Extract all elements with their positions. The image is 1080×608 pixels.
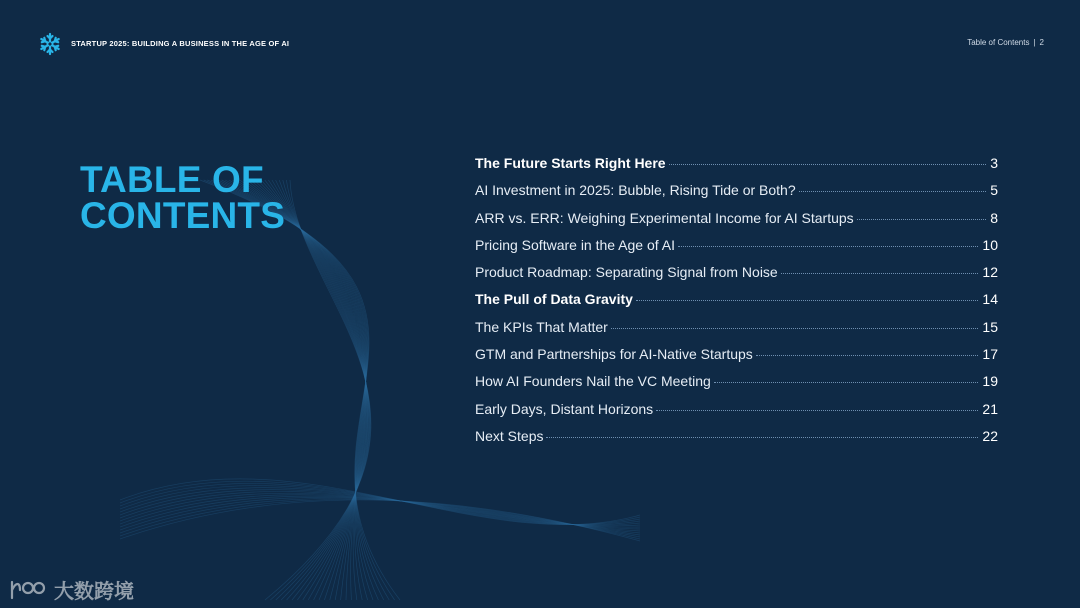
toc-entry-page: 15 xyxy=(982,318,998,335)
wave-line xyxy=(236,180,366,600)
toc-entry-page: 5 xyxy=(990,182,998,199)
toc-entry[interactable] xyxy=(475,291,998,318)
snowflake-icon xyxy=(38,32,62,56)
toc-entry-page: 10 xyxy=(982,236,998,253)
toc-entry[interactable] xyxy=(475,182,998,209)
wave-line xyxy=(218,180,373,600)
toc-entry-label: The Pull of Data Gravity xyxy=(475,291,633,308)
watermark xyxy=(8,575,134,604)
wave-line xyxy=(276,180,369,600)
watermark-logo-icon xyxy=(8,578,48,602)
toc-dot-leader xyxy=(636,300,978,301)
toc-entry-page: 8 xyxy=(990,209,998,226)
wave-line xyxy=(120,481,640,524)
toc-dot-leader xyxy=(546,437,978,438)
wave-line xyxy=(240,180,366,600)
wave-line xyxy=(120,479,640,525)
wave-line xyxy=(120,499,640,539)
toc-entry-label: Early Days, Distant Horizons xyxy=(475,400,654,417)
toc-entry-label: Pricing Software in the Age of AI xyxy=(475,236,676,253)
wave-line xyxy=(229,180,366,600)
toc-entry[interactable] xyxy=(475,401,998,428)
wave-line xyxy=(200,180,400,600)
toc-entry-label: GTM and Partnerships for AI-Native Startups xyxy=(475,346,753,363)
wave-line xyxy=(120,498,640,537)
report-title: STARTUP 2025: BUILDING A BUSINESS IN THE AGE OF AI xyxy=(71,39,290,48)
toc-entry-label: The KPIs That Matter xyxy=(475,318,608,335)
toc-entry-page: 17 xyxy=(982,346,998,363)
toc-entry-label: ARR vs. ERR: Weighing Experimental Income for AI Startups xyxy=(475,209,854,226)
separator: | xyxy=(1033,38,1036,47)
toc-dot-leader xyxy=(857,219,987,220)
toc-entry[interactable] xyxy=(475,237,998,264)
wave-line xyxy=(214,180,378,600)
toc-list xyxy=(475,155,998,455)
page-number: 2 xyxy=(1039,38,1044,47)
watermark-text: 大数跨境 xyxy=(54,579,134,603)
wave-line xyxy=(272,180,369,600)
toc-dot-leader xyxy=(611,328,979,329)
toc-entry-page: 14 xyxy=(982,291,998,308)
toc-entry[interactable] xyxy=(475,346,998,373)
toc-entry[interactable] xyxy=(475,264,998,291)
toc-entry[interactable] xyxy=(475,428,998,455)
page-title-line2: CONTENTS xyxy=(80,195,286,236)
wave-line xyxy=(243,180,366,600)
toc-dot-leader xyxy=(714,382,979,383)
toc-dot-leader xyxy=(656,410,978,411)
page-title-line1: TABLE OF xyxy=(80,159,264,200)
toc-entry-page: 12 xyxy=(982,264,998,281)
toc-dot-leader xyxy=(669,164,987,165)
page-indicator xyxy=(967,38,1044,47)
wave-line xyxy=(270,180,370,600)
toc-entry-label: Next Steps xyxy=(475,427,544,444)
toc-entry[interactable] xyxy=(475,319,998,346)
toc-entry-label: Product Roadmap: Separating Signal from Noise xyxy=(475,264,778,281)
toc-entry[interactable] xyxy=(475,210,998,237)
toc-dot-leader xyxy=(799,191,987,192)
toc-entry-page: 19 xyxy=(982,373,998,390)
toc-entry[interactable] xyxy=(475,155,998,182)
toc-dot-leader xyxy=(781,273,979,274)
wave-line xyxy=(120,486,640,525)
toc-dot-leader xyxy=(756,355,979,356)
wave-line xyxy=(120,490,640,526)
toc-entry[interactable] xyxy=(475,373,998,400)
toc-entry-label: How AI Founders Nail the VC Meeting xyxy=(475,373,711,390)
toc-entry-page: 3 xyxy=(990,155,998,171)
toc-entry-label: AI Investment in 2025: Bubble, Rising Tide or Both? xyxy=(475,182,796,199)
wave-line xyxy=(207,180,389,600)
toc-entry-page: 21 xyxy=(982,400,998,417)
toc-entry-page: 22 xyxy=(982,427,998,444)
page-title xyxy=(80,159,286,236)
toc-entry-label: The Future Starts Right Here xyxy=(475,155,666,171)
toc-dot-leader xyxy=(678,246,978,247)
wave-line xyxy=(225,180,366,600)
section-name: Table of Contents xyxy=(967,38,1030,47)
